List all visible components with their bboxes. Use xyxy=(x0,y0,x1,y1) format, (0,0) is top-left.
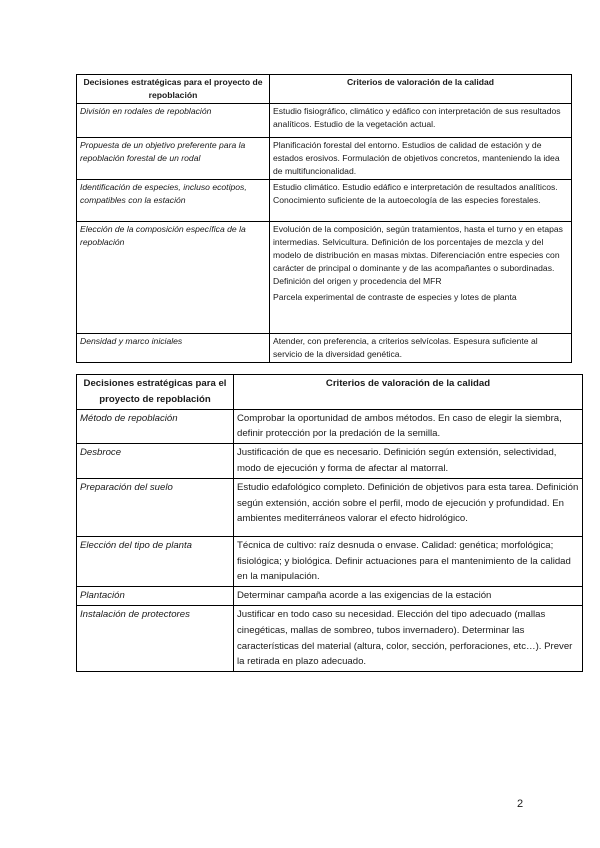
table-row xyxy=(77,409,583,444)
decision-cell: Método de repoblación xyxy=(77,409,234,444)
table-row xyxy=(77,334,572,363)
criteria-text: Evolución de la composición, según tratamientos, hasta el turno y en etapas intermedias. Selvicultura. Definición de los porcentajes de mezcla y del modelo de distribución en masas mixtas. Diferenciación entre especies con carácter de principal o dominante y de las acompañantes o subordinadas. Definición del origen y procedencia del MFR xyxy=(273,224,563,286)
table-row xyxy=(77,180,572,222)
quality-criteria-table-2 xyxy=(76,374,583,672)
table-row xyxy=(77,444,583,479)
criteria-cell: Determinar campaña acorde a las exigencias de la estación xyxy=(234,587,583,606)
table-row xyxy=(77,104,572,138)
criteria-text-2: Parcela experimental de contraste de especies y lotes de planta xyxy=(273,292,517,302)
criteria-cell: Técnica de cultivo: raíz desnuda o envase. Calidad: genética; morfológica; fisiológica; y biológica. Definir actuaciones para el mantenimiento de la calidad en la manipulación. xyxy=(234,536,583,586)
table-row xyxy=(77,587,583,606)
table-row xyxy=(77,138,572,180)
criteria-cell: Planificación forestal del entorno. Estudios de calidad de estación y de estados erosivos. Formulación de objetivos concretos, manteniendo la idea de multifuncionalidad. xyxy=(270,138,572,180)
decision-cell: Preparación del suelo xyxy=(77,478,234,536)
decision-cell: Instalación de protectores xyxy=(77,605,234,671)
criteria-cell xyxy=(270,222,572,334)
page-number: 2 xyxy=(517,798,524,810)
decision-cell: Densidad y marco iniciales xyxy=(77,334,270,363)
header-decisions: Decisiones estratégicas para el proyecto de repoblación xyxy=(77,75,270,104)
table-row xyxy=(77,536,583,586)
criteria-cell: Justificación de que es necesario. Definición según extensión, selectividad, modo de ejecución y forma de afectar al matorral. xyxy=(234,444,583,479)
decision-cell: Plantación xyxy=(77,587,234,606)
criteria-cell: Atender, con preferencia, a criterios selvícolas. Espesura suficiente al servicio de la diversidad genética. xyxy=(270,334,572,363)
criteria-cell: Comprobar la oportunidad de ambos métodos. En caso de elegir la siembra, definir protección por la predación de la semilla. xyxy=(234,409,583,444)
decision-cell: Propuesta de un objetivo preferente para la repoblación forestal de un rodal xyxy=(77,138,270,180)
criteria-cell: Estudio edafológico completo. Definición de objetivos para esta tarea. Definición según extensión, acción sobre el perfil, modo de ejecución y profundidad. En ambientes mediterráneos valorar el efecto hidrológico. xyxy=(234,478,583,536)
header-criteria: Criterios de valoración de la calidad xyxy=(270,75,572,104)
table-row xyxy=(77,605,583,671)
quality-criteria-table-1 xyxy=(76,74,572,363)
decision-cell: Identificación de especies, incluso ecotipos, compatibles con la estación xyxy=(77,180,270,222)
table-row xyxy=(77,222,572,334)
decision-cell: Desbroce xyxy=(77,444,234,479)
criteria-cell: Justificar en todo caso su necesidad. Elección del tipo adecuado (mallas cinegéticas, mallas de sombreo, tubos invernadero). Determinar las características del material (altura, color, sección, perforaciones, etc…). Prever la retirada en plazo adecuado. xyxy=(234,605,583,671)
decision-cell: Elección de la composición específica de la repoblación xyxy=(77,222,270,334)
criteria-cell: Estudio climático. Estudio edáfico e interpretación de resultados analíticos. Conocimiento suficiente de la autoecología de las especies forestales. xyxy=(270,180,572,222)
table-row xyxy=(77,478,583,536)
criteria-cell: Estudio fisiográfico, climático y edáfico con interpretación de sus resultados analíticos. Estudio de la vegetación actual. xyxy=(270,104,572,138)
header-criteria: Criterios de valoración de la calidad xyxy=(234,375,583,410)
table-header-row xyxy=(77,375,583,410)
decision-cell: División en rodales de repoblación xyxy=(77,104,270,138)
table-header-row xyxy=(77,75,572,104)
header-decisions: Decisiones estratégicas para el proyecto de repoblación xyxy=(77,375,234,410)
decision-cell: Elección del tipo de planta xyxy=(77,536,234,586)
